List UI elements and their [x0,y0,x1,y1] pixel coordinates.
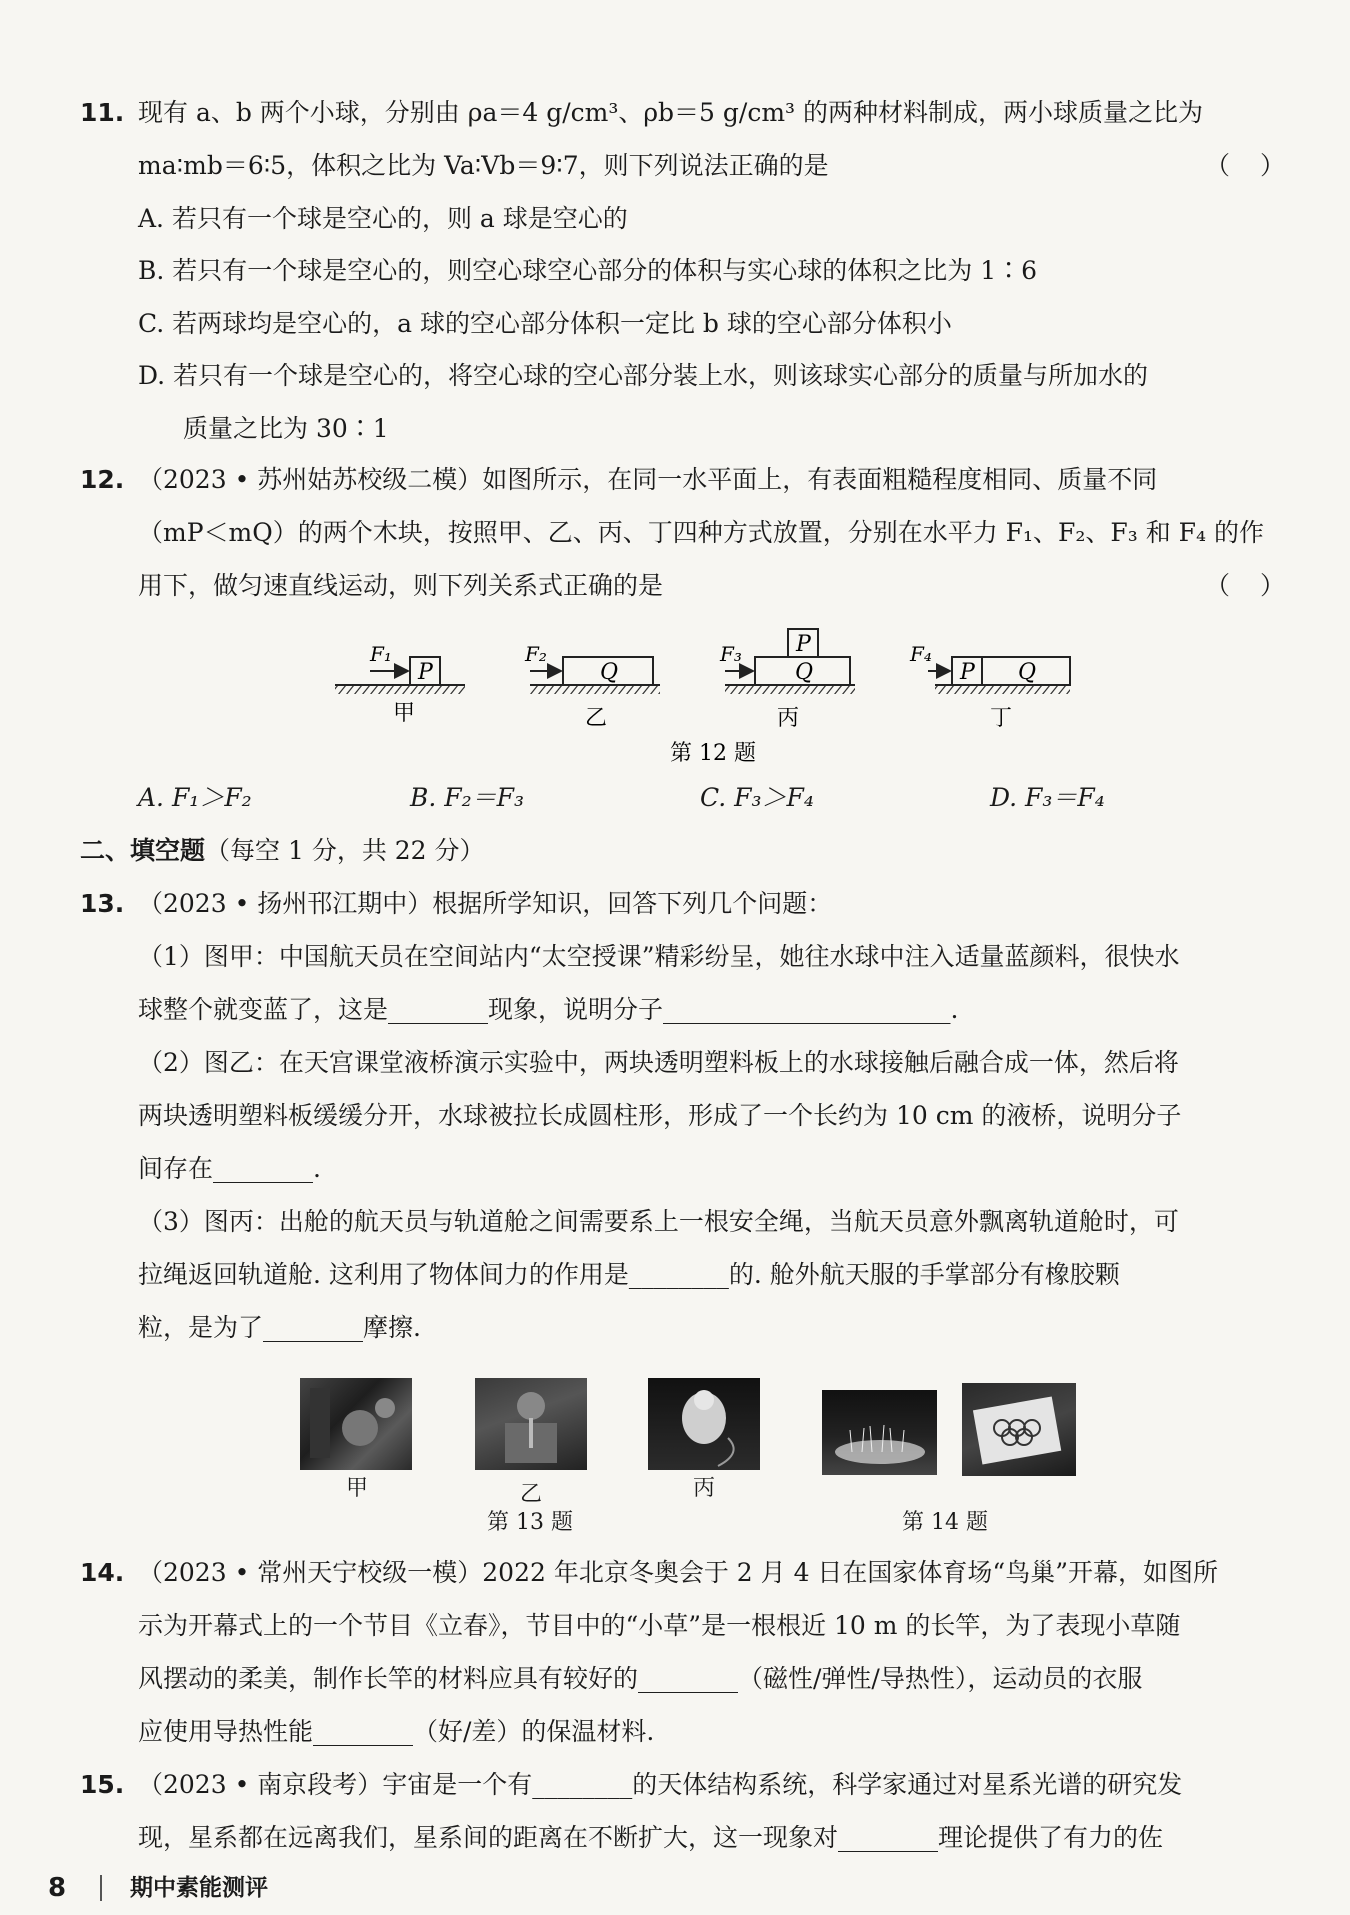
q13-fig-label-jia: 甲 [346,1476,369,1501]
q11-answer-paren: （ ） [1205,151,1285,180]
q13-part1-a: （1）图甲：中国航天员在空间站内“太空授课”精彩纷呈，她往水球中注入适量蓝颜料，很快水 [138,942,1180,971]
q13-photo-yi [475,1378,587,1470]
fig12-label-yi: 乙 [585,706,608,731]
q12-line-3: 用下，做匀速直线运动，则下列关系式正确的是 [138,571,664,600]
q13-photo-bing [648,1378,760,1470]
section-2-header [80,838,485,863]
q13-part2-c: 间存在________. [138,1154,321,1183]
q13-photo-jia [300,1378,412,1470]
fig12-setup-yi [524,642,660,731]
q12-answer-paren: （ ） [1205,571,1285,600]
q12-number: 12. [80,465,125,494]
block-p-label-jia: P [418,660,433,685]
q12-line-2: （mP＜mQ）的两个木块，按照甲、乙、丙、丁四种方式放置，分别在水平力 F₁、F₂、F₃ 和 F₄ 的作 [138,518,1264,547]
q12-option-a: A. F₁＞F₂ [138,783,252,812]
q11-option-a: A. 若只有一个球是空心的，则 a 球是空心的 [138,204,628,233]
fig12-caption: 第 12 题 [670,741,756,765]
q14-line-4: 应使用导热性能________（好/差）的保温材料. [138,1717,655,1746]
q13-part2-b: 两块透明塑料板缓缓分开，水球被拉长成圆柱形，形成了一个长约为 10 cm 的液桥，说明分子 [138,1101,1182,1130]
q15-number: 15. [80,1770,125,1799]
q13-line-1: （2023 • 扬州邗江期中）根据所学知识，回答下列几个问题： [138,889,833,918]
q12-option-c: C. F₃＞F₄ [700,783,814,812]
fig12-label-bing: 丙 [777,706,800,731]
force-label-f4: F₄ [910,642,932,666]
page-number: 8 [48,1873,67,1903]
q14-line-1: （2023 • 常州天宁校级一模）2022 年北京冬奥会于 2 月 4 日在国家体育场“鸟巢”开幕，如图所 [138,1558,1218,1587]
fig12-label-jia: 甲 [393,701,416,726]
q11-line-1: 现有 a、b 两个小球，分别由 ρa＝4 g/cm³、ρb＝5 g/cm³ 的两种材料制成，两小球质量之比为 [138,98,1204,127]
block-q-label-yi: Q [600,660,619,685]
q11-option-b: B. 若只有一个球是空心的，则空心球空心部分的体积与实心球的体积之比为 1∶6 [138,256,1038,285]
q11-line-2: ma∶mb＝6∶5，体积之比为 Va∶Vb＝9∶7，则下列说法正确的是 [138,151,829,180]
q11-number: 11. [80,98,125,127]
q14-line-3: 风摆动的柔美，制作长竿的材料应具有较好的________（磁性/弹性/导热性），运动员的衣服 [138,1664,1143,1693]
q11-option-c: C. 若两球均是空心的，a 球的空心部分体积一定比 b 球的空心部分体积小 [138,309,952,338]
q12-option-b: B. F₂＝F₃ [410,783,525,812]
block-q-label-ding: Q [1018,660,1037,685]
q12-line-1: （2023 • 苏州姑苏校级二模）如图所示，在同一水平面上，有表面粗糙程度相同、质量不同 [138,465,1158,494]
block-q-label-bing: Q [795,660,814,685]
q13-part3-a: （3）图丙：出舱的航天员与轨道舱之间需要系上一根安全绳，当航天员意外飘离轨道舱时，可 [138,1207,1179,1236]
fig12-label-ding: 丁 [990,706,1013,731]
q11-option-d-cont: 质量之比为 30∶1 [183,414,389,443]
q13-part1-b: 球整个就变蓝了，这是________现象，说明分子_______________________. [138,995,959,1024]
block-p-label-bing: P [796,632,811,657]
q13-fig-label-yi: 乙 [520,1482,543,1507]
q13-part3-c: 粒，是为了________摩擦. [138,1313,421,1342]
fig12-setup-ding [909,642,1070,731]
q14-number: 14. [80,1558,125,1587]
footer-title: 期中素能测评 [130,1875,268,1901]
q13-fig-caption: 第 13 题 [487,1510,573,1535]
q13-fig-label-bing: 丙 [693,1476,716,1501]
section-2-title: 二、填空题 [80,836,206,865]
q12-option-d: D. F₃＝F₄ [990,783,1105,812]
force-label-f2: F₂ [525,642,547,666]
q13-part3-b: 拉绳返回轨道舱. 这利用了物体间力的作用是________的. 舱外航天服的手掌部分有橡胶颗 [138,1260,1120,1289]
q15-line-2: 现，星系都在远离我们，星系间的距离在不断扩大，这一现象对________理论提供了有力的佐 [138,1823,1164,1852]
fig12-setup-jia [335,642,465,726]
q15-line-1: （2023 • 南京段考）宇宙是一个有________的天体结构系统，科学家通过对星系光谱的研究发 [138,1770,1183,1799]
q14-fig-caption: 第 14 题 [902,1510,988,1535]
section-2-note: （每空 1 分，共 22 分） [205,836,485,865]
q14-photo-2 [962,1383,1076,1476]
q12-figure [330,615,1100,765]
force-label-f1: F₁ [370,642,392,666]
q14-photo-1 [822,1390,937,1475]
block-p-label-ding: P [960,660,975,685]
fig12-setup-bing [719,629,855,731]
q14-line-2: 示为开幕式上的一个节目《立春》，节目中的“小草”是一根根近 10 m 的长竿，为了表现小草随 [138,1611,1181,1640]
force-label-f3: F₃ [720,642,742,666]
footer-divider [100,1875,102,1901]
q13-part2-a: （2）图乙：在天宫课堂液桥演示实验中，两块透明塑料板上的水球接触后融合成一体，然后将 [138,1048,1179,1077]
q13-number: 13. [80,889,125,918]
q11-option-d: D. 若只有一个球是空心的，将空心球的空心部分装上水，则该球实心部分的质量与所加水的 [138,361,1149,390]
